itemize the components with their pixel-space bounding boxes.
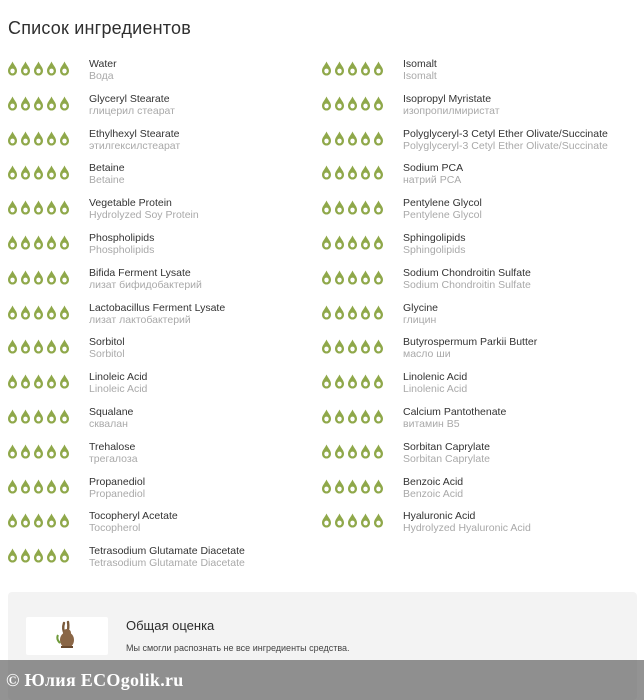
drop-icon (33, 131, 44, 146)
ingredient-names (403, 440, 490, 465)
drop-icon (373, 374, 384, 389)
drop-icon (373, 235, 384, 250)
drop-icon (334, 339, 345, 354)
ingredient-row[interactable] (321, 231, 639, 266)
ingredient-row[interactable] (321, 335, 639, 370)
ingredient-alias: Betaine (89, 174, 125, 187)
drop-icon (347, 305, 358, 320)
drop-icon (360, 235, 371, 250)
ingredient-names (89, 405, 133, 430)
drop-icon (373, 339, 384, 354)
ingredient-list-left (7, 57, 312, 579)
drop-icon (46, 374, 57, 389)
drop-icon (46, 409, 57, 424)
drop-icon (20, 131, 31, 146)
ingredient-name[interactable]: Tetrasodium Glutamate Diacetate (89, 545, 245, 558)
drop-icon (334, 61, 345, 76)
ingredient-names (89, 266, 202, 291)
drop-icon (33, 200, 44, 215)
ingredient-alias: трегалоза (89, 452, 138, 465)
ingredient-name[interactable]: Isopropyl Myristate (403, 92, 492, 105)
drop-icon (59, 409, 70, 424)
ingredient-alias: лизат лактобактерий (89, 313, 191, 326)
ingredient-name[interactable]: Isomalt (403, 58, 437, 70)
drop-icon (20, 548, 31, 563)
ingredient-name[interactable]: Butyrospermum Parkii Butter (403, 336, 538, 349)
ingredient-names (403, 231, 465, 256)
ingredient-alias: этилгексилстеарат (89, 139, 181, 152)
drop-icon (334, 200, 345, 215)
ingredient-row[interactable] (7, 405, 312, 440)
ingredient-row[interactable] (7, 161, 312, 196)
drop-icon (347, 235, 358, 250)
drop-icon (334, 165, 345, 180)
ingredient-name[interactable]: Sorbitan Caprylate (403, 440, 490, 453)
drop-icon (373, 305, 384, 320)
ingredient-alias: сквалан (89, 417, 128, 430)
ingredient-row[interactable] (7, 231, 312, 266)
drop-icon (59, 548, 70, 563)
drop-icon (20, 513, 31, 528)
drop-icon (59, 513, 70, 528)
ingredient-row[interactable] (7, 440, 312, 475)
drop-icon (59, 305, 70, 320)
drop-icon (360, 513, 371, 528)
ingredient-names (89, 509, 178, 534)
ingredient-row[interactable] (7, 370, 312, 405)
drop-icon (373, 479, 384, 494)
ingredient-row[interactable] (321, 475, 639, 510)
drop-icon (334, 235, 345, 250)
drop-icon (373, 131, 384, 146)
drop-icon (321, 479, 332, 494)
drop-icon (360, 479, 371, 494)
ingredient-alias: Sodium Chondroitin Sulfate (403, 278, 531, 291)
ingredient-names (89, 92, 175, 117)
ingredient-alias: Linolenic Acid (403, 383, 468, 396)
drop-icon (33, 165, 44, 180)
drop-icon (373, 61, 384, 76)
ingredient-row[interactable] (7, 544, 312, 579)
drop-icon (20, 270, 31, 285)
drop-icon (59, 235, 70, 250)
drop-icon (347, 270, 358, 285)
safety-rating (321, 266, 403, 286)
drop-icon (7, 548, 18, 563)
drop-icon (334, 131, 345, 146)
drop-icon (46, 200, 57, 215)
drop-icon (46, 96, 57, 111)
ingredient-row[interactable] (321, 92, 639, 127)
ingredient-row[interactable] (7, 92, 312, 127)
ingredient-alias: Hydrolyzed Soy Protein (89, 209, 199, 222)
ingredient-alias: глицерил стеарат (89, 104, 175, 117)
drop-icon (59, 339, 70, 354)
drop-icon (360, 339, 371, 354)
hare-icon (50, 619, 84, 653)
safety-rating (7, 405, 89, 425)
page-title: Список ингредиентов (8, 18, 192, 38)
drop-icon (33, 548, 44, 563)
drop-icon (7, 479, 18, 494)
ingredient-name[interactable]: Bifida Ferment Lysate (89, 266, 191, 279)
drop-icon (59, 165, 70, 180)
drop-icon (46, 305, 57, 320)
ingredient-name[interactable]: Benzoic Acid (403, 475, 464, 488)
drop-icon (360, 305, 371, 320)
drop-icon (33, 96, 44, 111)
drop-icon (33, 305, 44, 320)
drop-icon (360, 200, 371, 215)
drop-icon (7, 165, 18, 180)
drop-icon (373, 200, 384, 215)
drop-icon (347, 513, 358, 528)
safety-rating (7, 196, 89, 216)
ingredient-row[interactable] (7, 475, 312, 510)
safety-rating (321, 231, 403, 251)
drop-icon (20, 339, 31, 354)
ingredient-name[interactable]: Pentylene Glycol (403, 197, 482, 210)
drop-icon (7, 131, 18, 146)
drop-icon (20, 235, 31, 250)
drop-icon (360, 409, 371, 424)
ingredient-names (403, 509, 531, 534)
safety-rating (321, 475, 403, 495)
drop-icon (347, 444, 358, 459)
drop-icon (360, 131, 371, 146)
ingredient-name[interactable]: Water (89, 58, 117, 70)
ingredient-names (403, 161, 463, 186)
safety-rating (7, 161, 89, 181)
ingredient-row[interactable] (321, 440, 639, 475)
drop-icon (33, 444, 44, 459)
drop-icon (7, 305, 18, 320)
ingredient-alias: лизат бифидобактерий (89, 278, 202, 291)
ingredient-row[interactable] (321, 127, 639, 162)
drop-icon (20, 444, 31, 459)
ingredient-row[interactable] (321, 196, 639, 231)
drop-icon (20, 305, 31, 320)
drop-icon (347, 374, 358, 389)
drop-icon (347, 96, 358, 111)
ingredient-alias: витамин B5 (403, 417, 460, 430)
ingredient-alias: Propanediol (89, 487, 146, 500)
drop-icon (7, 374, 18, 389)
drop-icon (373, 165, 384, 180)
drop-icon (46, 444, 57, 459)
drop-icon (7, 96, 18, 111)
ingredient-names (89, 127, 180, 152)
drop-icon (33, 339, 44, 354)
drop-icon (7, 444, 18, 459)
ingredient-alias: глицин (403, 313, 437, 326)
ingredient-names (403, 92, 500, 117)
safety-rating (321, 301, 403, 321)
ingredient-alias: изопропилмиристат (403, 104, 500, 117)
drop-icon (46, 479, 57, 494)
safety-rating (7, 370, 89, 390)
drop-icon (321, 374, 332, 389)
drop-icon (321, 165, 332, 180)
drop-icon (373, 409, 384, 424)
ingredient-row[interactable] (7, 509, 312, 544)
ingredient-names (403, 335, 537, 360)
safety-rating (321, 161, 403, 181)
drop-icon (334, 96, 345, 111)
ingredient-alias: Вода (89, 70, 114, 82)
drop-icon (46, 548, 57, 563)
drop-icon (360, 374, 371, 389)
ingredient-name[interactable]: Sphingolipids (403, 231, 466, 244)
safety-rating (321, 509, 403, 529)
ingredient-names (89, 544, 245, 569)
drop-icon (33, 61, 44, 76)
ingredient-row[interactable] (7, 127, 312, 162)
ingredient-names (89, 440, 138, 465)
safety-rating (321, 440, 403, 460)
drop-icon (59, 374, 70, 389)
safety-rating (321, 57, 403, 77)
watermark: © Юлия ECOgolik.ru (0, 660, 644, 700)
ingredient-name[interactable]: Tocopheryl Acetate (89, 510, 178, 523)
drop-icon (59, 270, 70, 285)
safety-rating (7, 127, 89, 147)
safety-rating (7, 57, 89, 77)
ingredient-names (89, 475, 145, 500)
ingredient-names (89, 370, 147, 395)
ingredient-row[interactable] (7, 196, 312, 231)
safety-rating (321, 370, 403, 390)
ingredient-names (89, 335, 125, 360)
ingredient-names (89, 301, 225, 326)
ingredient-name[interactable]: Hyaluronic Acid (403, 510, 476, 523)
ingredient-row[interactable] (321, 370, 639, 405)
ingredient-alias: Sorbitol (89, 348, 125, 361)
safety-rating (7, 231, 89, 251)
drop-icon (20, 374, 31, 389)
ingredient-name[interactable]: Vegetable Protein (89, 197, 172, 210)
drop-icon (46, 235, 57, 250)
ingredient-row[interactable] (321, 161, 639, 196)
ingredient-alias: Polyglyceryl-3 Cetyl Ether Olivate/Succinate (403, 139, 608, 152)
ingredient-names (403, 127, 608, 152)
drop-icon (33, 479, 44, 494)
ingredient-row[interactable] (7, 335, 312, 370)
safety-rating (321, 405, 403, 425)
ingredient-name[interactable]: Sodium PCA (403, 162, 464, 175)
ingredient-name[interactable]: Linolenic Acid (403, 371, 468, 384)
ingredient-row[interactable] (7, 301, 312, 336)
drop-icon (59, 479, 70, 494)
safety-rating (7, 301, 89, 321)
safety-rating (7, 266, 89, 286)
drop-icon (33, 235, 44, 250)
ingredient-name[interactable]: Glyceryl Stearate (89, 92, 170, 105)
drop-icon (321, 339, 332, 354)
ingredient-name[interactable]: Linoleic Acid (89, 371, 148, 384)
safety-rating (7, 475, 89, 495)
drop-icon (360, 61, 371, 76)
safety-rating (321, 127, 403, 147)
ingredient-names (89, 161, 125, 186)
ingredient-name[interactable]: Calcium Pantothenate (403, 405, 507, 418)
ingredient-names (403, 196, 482, 221)
drop-icon (33, 409, 44, 424)
drop-icon (321, 409, 332, 424)
ingredient-names (403, 57, 437, 82)
drop-icon (321, 96, 332, 111)
ingredient-names (403, 266, 531, 291)
ingredient-name[interactable]: Polyglyceryl-3 Cetyl Ether Olivate/Succinate (403, 127, 608, 140)
ingredient-alias: Hydrolyzed Hyaluronic Acid (403, 522, 531, 535)
recognition-note: Мы смогли распознать не все ингредиенты средства. (126, 643, 350, 653)
ingredient-alias: Tocopherol (89, 522, 141, 535)
ingredient-alias: Isomalt (403, 70, 437, 82)
ingredient-names (403, 301, 438, 326)
ingredient-list-right (321, 57, 639, 544)
ingredient-row[interactable] (321, 301, 639, 336)
drop-icon (334, 305, 345, 320)
safety-rating (7, 544, 89, 564)
ingredient-alias: Sphingolipids (403, 243, 466, 256)
drop-icon (59, 444, 70, 459)
drop-icon (20, 479, 31, 494)
ingredient-alias: Benzoic Acid (403, 487, 464, 500)
drop-icon (7, 61, 18, 76)
drop-icon (360, 444, 371, 459)
ingredient-alias: Linoleic Acid (89, 383, 148, 396)
drop-icon (46, 131, 57, 146)
ingredient-row[interactable] (321, 509, 639, 544)
drop-icon (46, 339, 57, 354)
ingredient-alias: Pentylene Glycol (403, 209, 482, 222)
drop-icon (20, 96, 31, 111)
drop-icon (347, 409, 358, 424)
drop-icon (7, 513, 18, 528)
drop-icon (321, 131, 332, 146)
drop-icon (46, 61, 57, 76)
drop-icon (20, 200, 31, 215)
drop-icon (347, 165, 358, 180)
drop-icon (59, 131, 70, 146)
safety-rating (321, 196, 403, 216)
drop-icon (7, 235, 18, 250)
ingredient-name[interactable]: Glycine (403, 301, 439, 314)
ingredient-row[interactable] (321, 405, 639, 440)
ingredient-alias: Tetrasodium Glutamate Diacetate (89, 557, 245, 570)
drop-icon (360, 270, 371, 285)
drop-icon (59, 96, 70, 111)
drop-icon (334, 270, 345, 285)
ingredient-names (403, 405, 506, 430)
safety-rating (7, 440, 89, 460)
ingredient-name[interactable]: Betaine (89, 162, 125, 175)
ingredient-alias: Phospholipids (89, 243, 155, 256)
drop-icon (334, 409, 345, 424)
drop-icon (20, 409, 31, 424)
ingredient-name[interactable]: Phospholipids (89, 231, 155, 244)
ingredient-row[interactable] (7, 57, 312, 92)
drop-icon (321, 235, 332, 250)
drop-icon (334, 479, 345, 494)
ingredient-name[interactable]: Squalane (89, 405, 134, 418)
safety-rating (321, 335, 403, 355)
drop-icon (20, 165, 31, 180)
drop-icon (46, 270, 57, 285)
ingredient-row[interactable] (321, 57, 639, 92)
ingredient-name[interactable]: Trehalose (89, 440, 136, 453)
drop-icon (321, 270, 332, 285)
drop-icon (7, 409, 18, 424)
drop-icon (321, 305, 332, 320)
drop-icon (46, 513, 57, 528)
ingredient-name[interactable]: Lactobacillus Ferment Lysate (89, 301, 226, 314)
ingredient-names (403, 370, 467, 395)
ingredient-name[interactable]: Ethylhexyl Stearate (89, 127, 180, 140)
safety-rating (7, 92, 89, 112)
drop-icon (33, 513, 44, 528)
drop-icon (7, 339, 18, 354)
drop-icon (321, 444, 332, 459)
drop-icon (33, 374, 44, 389)
drop-icon (360, 96, 371, 111)
ingredient-alias: Sorbitan Caprylate (403, 452, 490, 465)
safety-rating (7, 335, 89, 355)
ingredient-alias: масло ши (403, 348, 451, 361)
drop-icon (321, 61, 332, 76)
drop-icon (373, 444, 384, 459)
ingredient-name[interactable]: Sorbitol (89, 336, 125, 349)
ingredient-names (89, 57, 117, 82)
ingredient-row[interactable] (7, 266, 312, 301)
drop-icon (347, 61, 358, 76)
drop-icon (20, 61, 31, 76)
drop-icon (334, 374, 345, 389)
ingredient-names (89, 231, 154, 256)
drop-icon (7, 270, 18, 285)
ingredient-alias: натрий PCA (403, 174, 462, 187)
drop-icon (347, 200, 358, 215)
ingredient-names (89, 196, 199, 221)
drop-icon (334, 513, 345, 528)
ingredient-names (403, 475, 463, 500)
drop-icon (360, 165, 371, 180)
drop-icon (373, 270, 384, 285)
drop-icon (347, 339, 358, 354)
drop-icon (321, 513, 332, 528)
drop-icon (321, 200, 332, 215)
drop-icon (33, 270, 44, 285)
drop-icon (334, 444, 345, 459)
ingredient-name[interactable]: Propanediol (89, 475, 146, 488)
ingredient-name[interactable]: Sodium Chondroitin Sulfate (403, 266, 531, 279)
drop-icon (59, 200, 70, 215)
drop-icon (347, 479, 358, 494)
drop-icon (373, 96, 384, 111)
drop-icon (59, 61, 70, 76)
safety-rating (321, 92, 403, 112)
drop-icon (373, 513, 384, 528)
drop-icon (46, 165, 57, 180)
drop-icon (347, 131, 358, 146)
overall-rating-title: Общая оценка (126, 618, 215, 633)
drop-icon (7, 200, 18, 215)
hare-logo (26, 617, 108, 655)
safety-rating (7, 509, 89, 529)
ingredient-row[interactable] (321, 266, 639, 301)
